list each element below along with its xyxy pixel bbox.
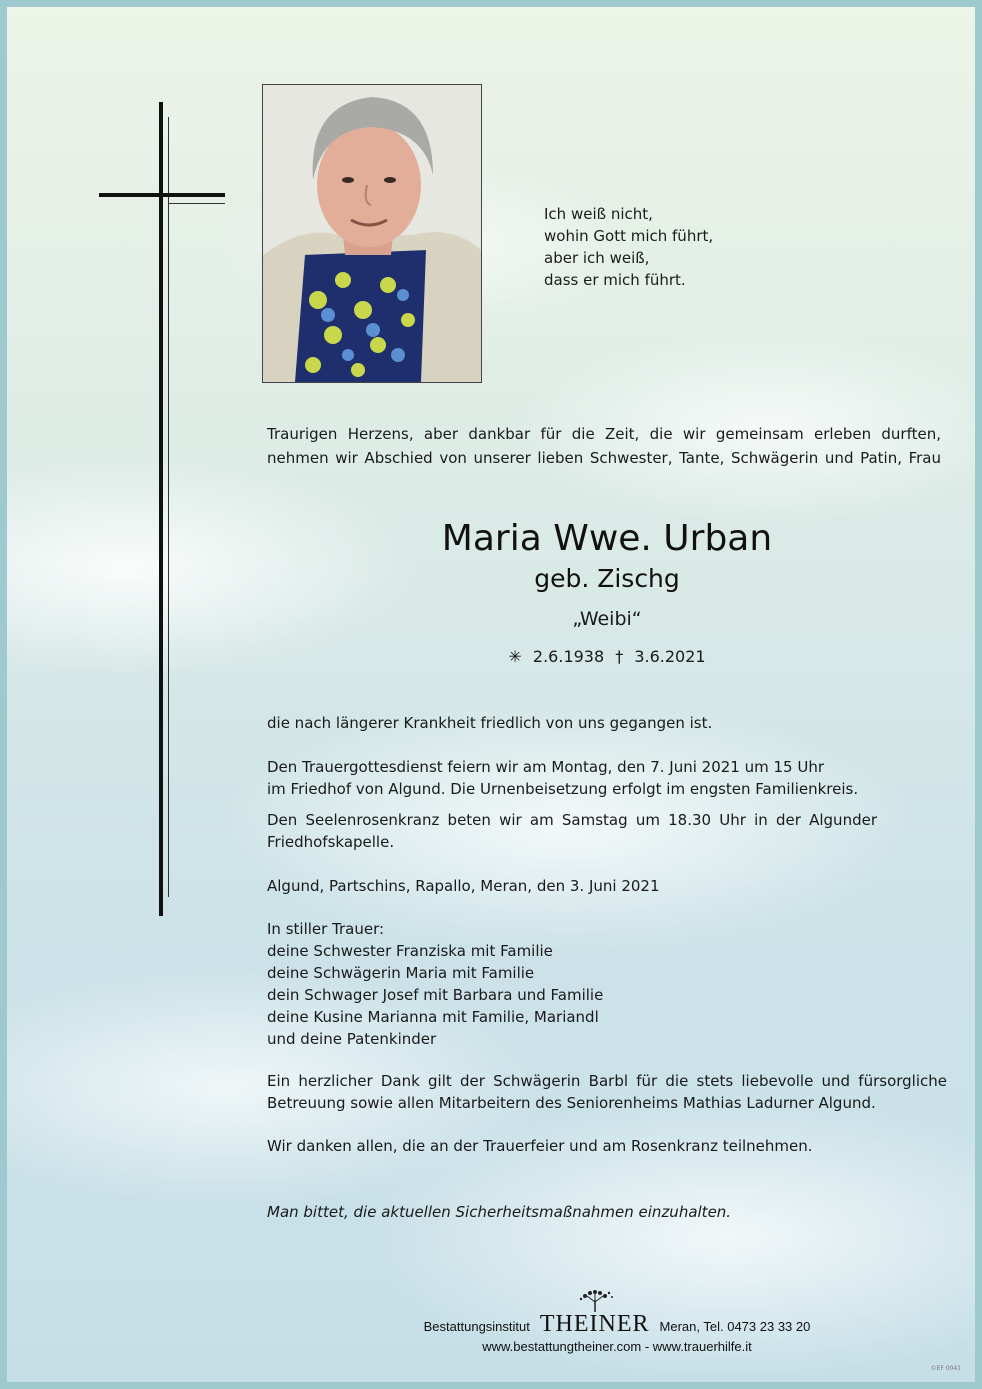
intro-text	[267, 422, 941, 470]
theiner-logo	[540, 1290, 650, 1336]
service-line: Den Trauergottesdienst feiern wir am Montag, den 7. Juni 2021 um 15 Uhr	[267, 758, 824, 776]
service-text	[267, 756, 947, 800]
deceased-name: Maria Wwe. Urban	[441, 518, 773, 559]
cross-horizontal-beam	[99, 193, 225, 197]
quote-line: wohin Gott mich führt,	[544, 227, 714, 245]
place-date	[267, 875, 947, 897]
birth-star-icon: ✳	[508, 647, 522, 666]
quote-line: dass er mich führt.	[544, 271, 686, 289]
rosary-line: Friedhofskapelle.	[267, 833, 395, 851]
mourner-line: deine Schwägerin Maria mit Familie	[267, 964, 535, 982]
print-code: ©EF 0041	[930, 1365, 961, 1372]
thanks-line: Betreuung sowie allen Mitarbeitern des Seniorenheims Mathias Ladurner Algund.	[267, 1094, 876, 1112]
rosary-line: Den Seelenrosenkranz beten wir am Samstag um 18.30 Uhr in der Algunder	[267, 811, 877, 829]
intro-line: Traurigen Herzens, aber dankbar für die Zeit, die wir gemeinsam erleben durften,	[267, 425, 941, 443]
cross-vertical-beam	[159, 102, 163, 916]
mourner-line: und deine Patenkinder	[267, 1030, 437, 1048]
footer-contact: Meran, Tel. 0473 23 33 20	[659, 1319, 811, 1334]
birth-date: 2.6.1938	[532, 647, 605, 666]
cross-horizontal-accent	[168, 203, 225, 204]
footer-websites: www.bestattungtheiner.com - www.trauerhilfe.it	[482, 1339, 752, 1354]
bible-quote	[544, 203, 713, 291]
mourner-line: deine Schwester Franziska mit Familie	[267, 942, 553, 960]
quote-line: Ich weiß nicht,	[544, 205, 653, 223]
thanks-all-text	[267, 1135, 947, 1157]
safety-note-line: Man bittet, die aktuellen Sicherheitsmaßnahmen einzuhalten.	[267, 1203, 732, 1221]
thanks-line: Ein herzlicher Dank gilt der Schwägerin Barbl für die stets liebevolle und fürsorgliche	[267, 1072, 947, 1090]
mourner-line: deine Kusine Marianna mit Familie, Mariandl	[267, 1008, 599, 1026]
place-date-line: Algund, Partschins, Rapallo, Meran, den 3. Juni 2021	[267, 877, 660, 895]
nickname: „Weibi“	[572, 608, 642, 630]
passing-text	[267, 712, 947, 734]
mourners-block	[267, 918, 947, 1050]
quote-line: aber ich weiß,	[544, 249, 650, 267]
death-date: 3.6.2021	[634, 647, 706, 666]
mourner-line: dein Schwager Josef mit Barbara und Familie	[267, 986, 604, 1004]
funeral-home-footer	[267, 1290, 967, 1356]
service-line: im Friedhof von Algund. Die Urnenbeisetzung erfolgt im engsten Familienkreis.	[267, 780, 859, 798]
thanks-all-line: Wir danken allen, die an der Trauerfeier und am Rosenkranz teilnehmen.	[267, 1137, 813, 1155]
passing-line: die nach längerer Krankheit friedlich von uns gegangen ist.	[267, 714, 713, 732]
tree-icon	[575, 1290, 615, 1312]
life-dates	[267, 645, 947, 669]
safety-note	[267, 1201, 947, 1223]
death-cross-icon: †	[615, 647, 624, 666]
rosary-text	[267, 809, 877, 853]
brand-name: THEINER	[539, 1311, 650, 1337]
mourners-title: In stiller Trauer:	[267, 920, 385, 938]
portrait-photo	[262, 84, 482, 383]
birth-name: geb. Zischg	[534, 564, 680, 593]
footer-prefix: Bestattungsinstitut	[423, 1319, 530, 1334]
thanks-text	[267, 1070, 947, 1114]
intro-line: nehmen wir Abschied von unserer lieben Schwester, Tante, Schwägerin und Patin, Frau	[267, 449, 941, 467]
cross-vertical-accent	[168, 117, 169, 897]
